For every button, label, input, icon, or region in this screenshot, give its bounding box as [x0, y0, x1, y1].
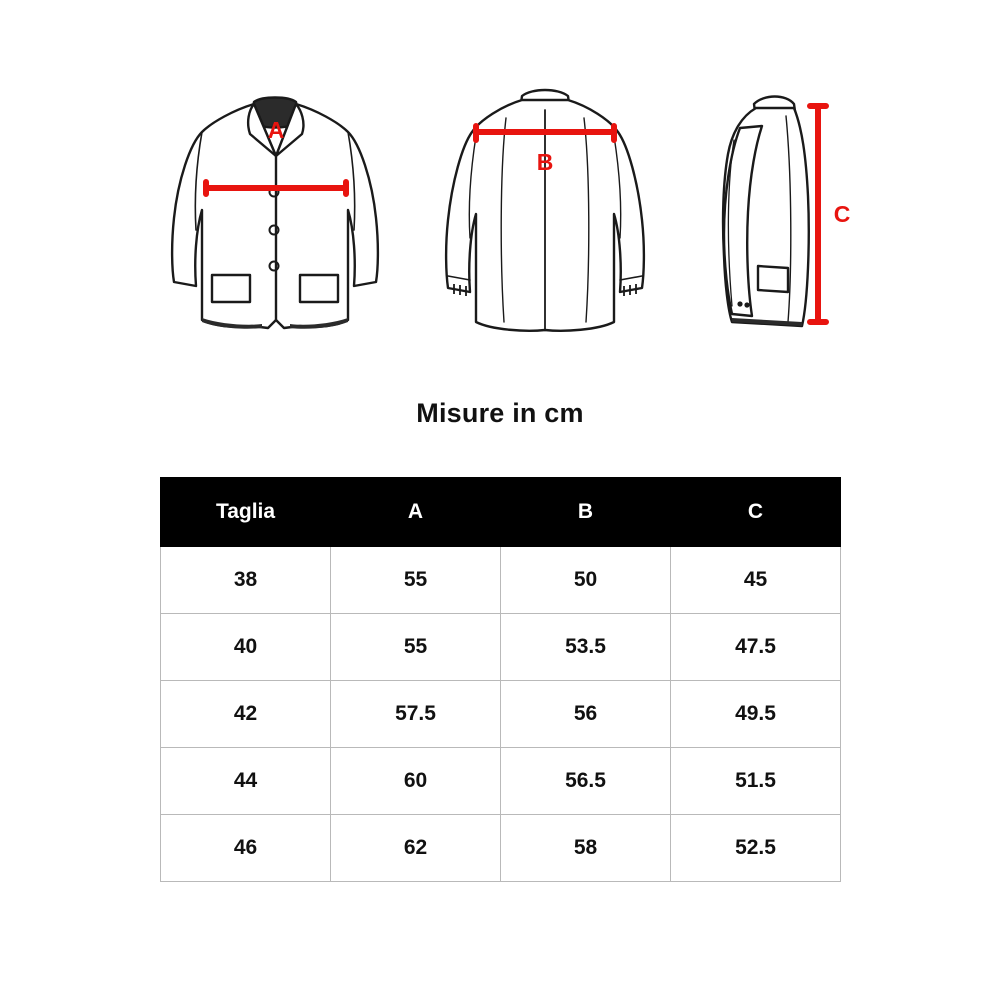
jacket-side-view	[690, 70, 870, 360]
table-row	[161, 748, 841, 815]
measure-label-b: B	[536, 149, 554, 175]
table-cell-b: 50	[501, 547, 671, 614]
table-cell-c: 45	[671, 547, 841, 614]
table-cell-size: 38	[161, 547, 331, 614]
size-table-wrapper	[160, 477, 840, 882]
table-header-cell: C	[671, 478, 841, 547]
table-header-row	[161, 478, 841, 547]
measure-line-c	[810, 106, 826, 322]
table-cell-size: 44	[161, 748, 331, 815]
table-row	[161, 614, 841, 681]
table-cell-a: 57.5	[331, 681, 501, 748]
table-cell-c: 52.5	[671, 815, 841, 882]
table-cell-a: 55	[331, 547, 501, 614]
table-header-cell: Taglia	[161, 478, 331, 547]
table-cell-c: 49.5	[671, 681, 841, 748]
table-cell-size: 46	[161, 815, 331, 882]
measure-label-a: A	[267, 117, 285, 143]
table-cell-b: 56	[501, 681, 671, 748]
measure-label-c: C	[833, 201, 851, 227]
table-header-cell: A	[331, 478, 501, 547]
table-row	[161, 681, 841, 748]
table-cell-c: 51.5	[671, 748, 841, 815]
table-cell-b: 58	[501, 815, 671, 882]
table-row	[161, 815, 841, 882]
table-cell-a: 55	[331, 614, 501, 681]
size-table	[160, 477, 841, 882]
illustration-row	[0, 70, 1000, 370]
jacket-back-view	[430, 70, 660, 360]
table-cell-a: 60	[331, 748, 501, 815]
table-header-cell: B	[501, 478, 671, 547]
table-cell-c: 47.5	[671, 614, 841, 681]
table-cell-a: 62	[331, 815, 501, 882]
table-cell-b: 53.5	[501, 614, 671, 681]
table-row	[161, 547, 841, 614]
table-cell-b: 56.5	[501, 748, 671, 815]
units-caption: Misure in cm	[416, 398, 584, 428]
table-cell-size: 40	[161, 614, 331, 681]
jacket-front-view	[150, 70, 400, 360]
table-cell-size: 42	[161, 681, 331, 748]
